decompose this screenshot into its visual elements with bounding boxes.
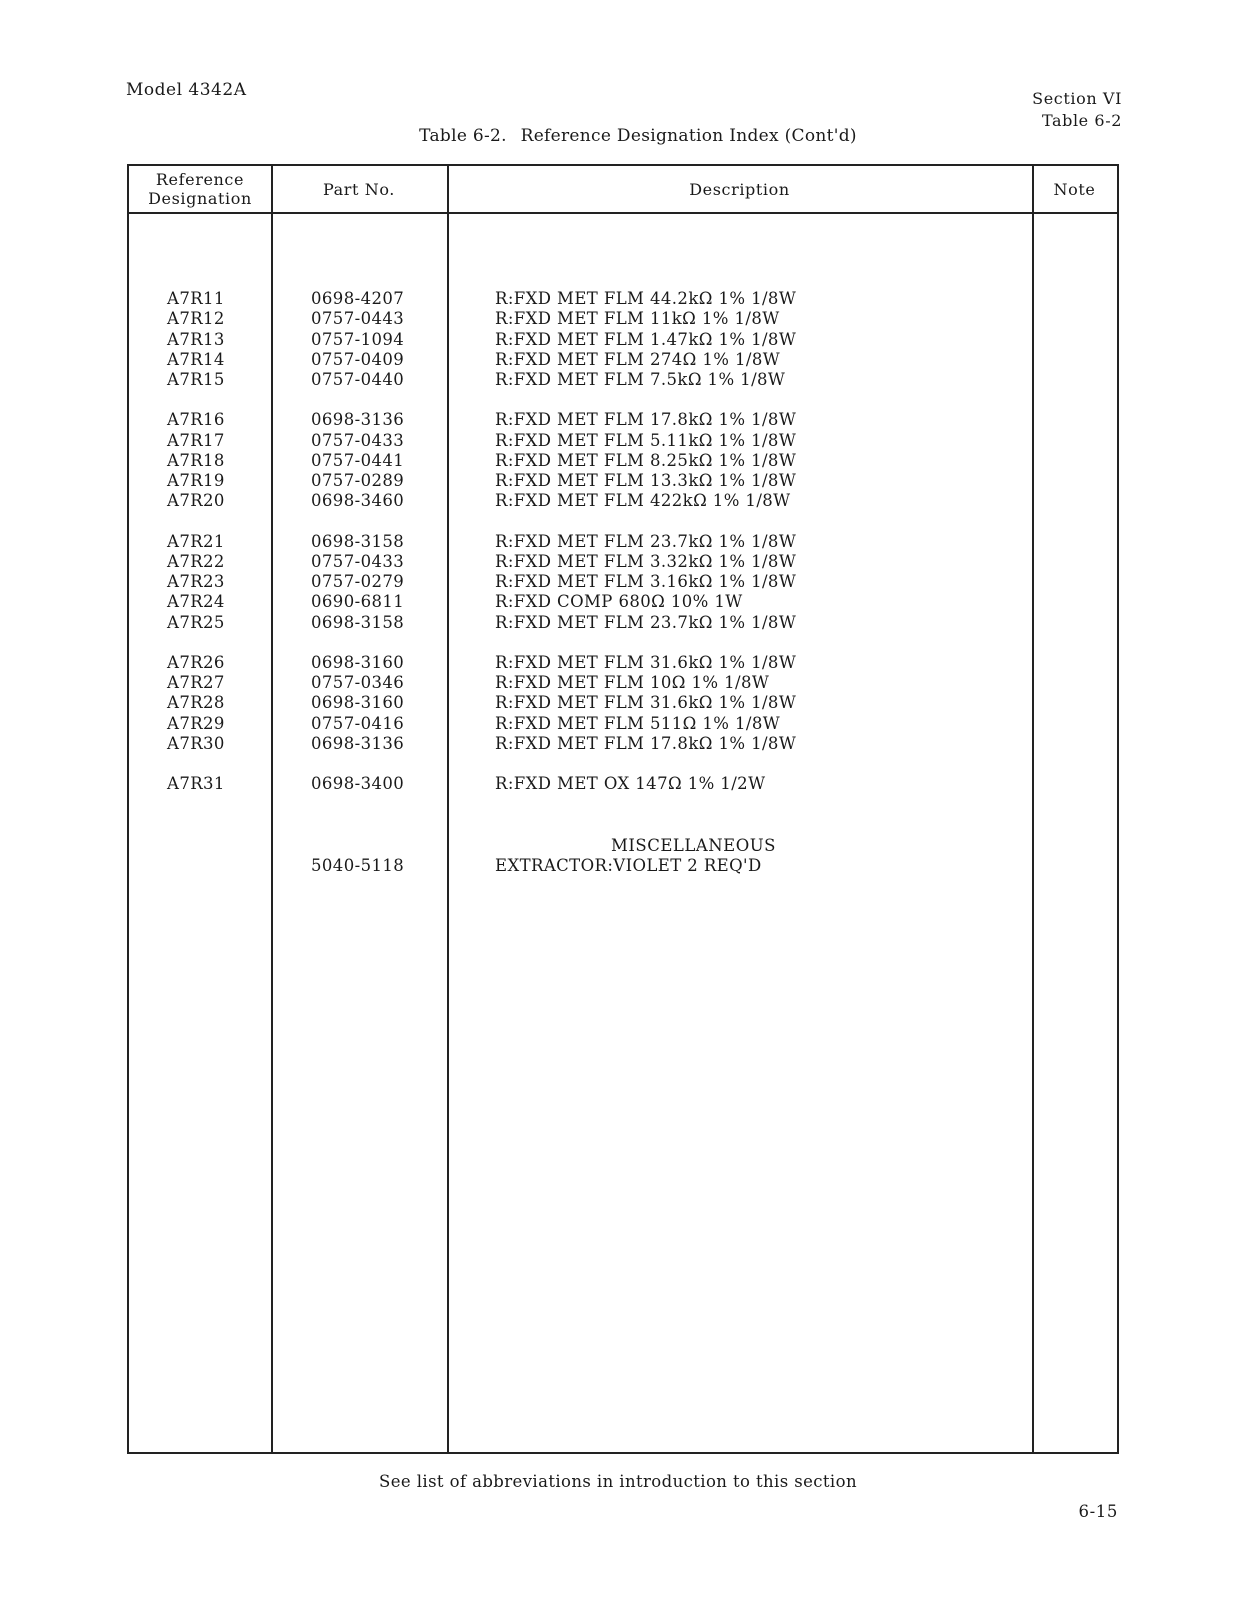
column-header-description: Description (689, 179, 790, 199)
table-title (0, 126, 1236, 146)
reference-designation: A7R15 (167, 370, 225, 389)
part-number: 0698-3160 (311, 652, 405, 672)
column-divider (271, 166, 273, 1452)
footnote: See list of abbreviations in introduction to this section (379, 1472, 857, 1491)
part-number: 0690-6811 (311, 592, 405, 612)
description: R:FXD MET FLM 3.16kΩ 1% 1/8W (495, 572, 797, 591)
table-title-text: Reference Designation Index (Cont'd) (520, 126, 857, 146)
description: R:FXD MET FLM 31.6kΩ 1% 1/8W (495, 693, 797, 713)
reference-designation: A7R14 (167, 349, 225, 369)
description: R:FXD MET FLM 10Ω 1% 1/8W (495, 673, 770, 692)
description: R:FXD MET FLM 511Ω 1% 1/8W (495, 713, 781, 733)
reference-designation: A7R21 (167, 531, 225, 551)
reference-designation: A7R11 (167, 289, 225, 308)
reference-designation: A7R13 (167, 329, 225, 349)
reference-designation: A7R16 (167, 410, 225, 430)
description: R:FXD MET FLM 31.6kΩ 1% 1/8W (495, 652, 797, 672)
column-header-reference-line2: Designation (148, 189, 252, 208)
description: R:FXD MET FLM 23.7kΩ 1% 1/8W (495, 612, 797, 632)
part-number: 0757-0346 (311, 673, 405, 692)
column-divider (447, 166, 449, 1452)
column-header-reference-line1: Reference (155, 170, 245, 189)
part-number: 0757-0440 (311, 370, 405, 389)
description: R:FXD MET FLM 1.47kΩ 1% 1/8W (495, 329, 797, 349)
reference-designation: A7R27 (167, 673, 225, 692)
model-label: Model 4342A (126, 80, 247, 100)
header-divider (129, 212, 1117, 214)
part-number: 0698-4207 (311, 289, 405, 308)
parts-table (127, 164, 1119, 1454)
column-divider (1032, 166, 1034, 1452)
description: R:FXD MET FLM 422kΩ 1% 1/8W (495, 491, 791, 511)
reference-designation: A7R19 (167, 471, 225, 490)
reference-designation: A7R22 (167, 551, 225, 571)
part-number: 0698-3158 (311, 612, 405, 632)
reference-designation: A7R20 (167, 491, 225, 511)
reference-designation: A7R26 (167, 652, 225, 672)
misc-description: EXTRACTOR:VIOLET 2 REQ'D (495, 856, 762, 875)
part-number: 0698-3400 (311, 774, 405, 793)
reference-designation: A7R18 (167, 450, 225, 470)
part-number: 0698-3136 (311, 733, 405, 753)
section-name: Section VI (1032, 89, 1122, 108)
description: R:FXD MET FLM 5.11kΩ 1% 1/8W (495, 430, 797, 450)
part-number: 0757-0416 (311, 713, 405, 733)
description: R:FXD MET FLM 3.32kΩ 1% 1/8W (495, 551, 797, 571)
description: R:FXD MET FLM 8.25kΩ 1% 1/8W (495, 450, 797, 470)
reference-designation: A7R24 (167, 592, 225, 612)
part-number: 0757-1094 (311, 329, 405, 349)
reference-designation: A7R25 (167, 612, 225, 632)
reference-designation: A7R17 (167, 430, 225, 450)
reference-designation: A7R29 (167, 713, 225, 733)
part-number: 0698-3460 (311, 491, 405, 511)
part-number: 0757-0433 (311, 430, 405, 450)
reference-designation: A7R23 (167, 572, 225, 591)
part-number: 0757-0433 (311, 551, 405, 571)
description: R:FXD MET FLM 44.2kΩ 1% 1/8W (495, 289, 797, 308)
part-number: 0698-3158 (311, 531, 405, 551)
description: R:FXD MET FLM 274Ω 1% 1/8W (495, 349, 781, 369)
table-title-number: Table 6-2. (419, 126, 507, 146)
description: R:FXD MET FLM 13.3kΩ 1% 1/8W (495, 471, 797, 490)
column-header-note: Note (1053, 179, 1096, 199)
description: R:FXD MET FLM 11kΩ 1% 1/8W (495, 309, 780, 329)
column-header-part: Part No. (323, 179, 395, 199)
column-header-reference (129, 166, 271, 212)
reference-designation: A7R28 (167, 693, 225, 713)
description: R:FXD MET FLM 17.8kΩ 1% 1/8W (495, 733, 797, 753)
reference-designation: A7R12 (167, 309, 225, 329)
description: R:FXD MET OX 147Ω 1% 1/2W (495, 774, 766, 793)
part-number: 0698-3160 (311, 693, 405, 713)
description: R:FXD MET FLM 7.5kΩ 1% 1/8W (495, 370, 786, 389)
page-number: 6-15 (1078, 1502, 1118, 1521)
part-number: 0698-3136 (311, 410, 405, 430)
reference-designation: A7R31 (167, 774, 225, 793)
part-number: 0757-0441 (311, 450, 405, 470)
part-number: 0757-0279 (311, 572, 405, 591)
description: R:FXD COMP 680Ω 10% 1W (495, 592, 743, 612)
reference-designation: A7R30 (167, 733, 225, 753)
table-ref: Table 6-2 (1041, 111, 1122, 130)
misc-part-number: 5040-5118 (311, 856, 405, 875)
part-number: 0757-0443 (311, 309, 405, 329)
part-number: 0757-0409 (311, 349, 405, 369)
misc-heading: MISCELLANEOUS (611, 836, 776, 855)
description: R:FXD MET FLM 23.7kΩ 1% 1/8W (495, 531, 797, 551)
description: R:FXD MET FLM 17.8kΩ 1% 1/8W (495, 410, 797, 430)
part-number: 0757-0289 (311, 471, 405, 490)
